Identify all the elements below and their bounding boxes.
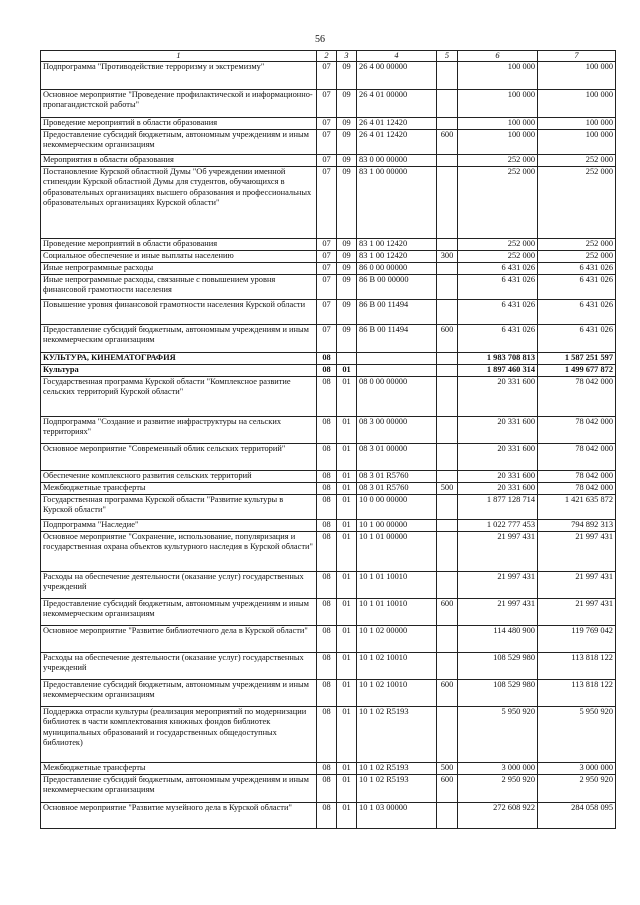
table-row (41, 300, 616, 325)
row-name-cell: Проведение мероприятий в области образования (41, 118, 317, 130)
row-subsection-cell: 09 (337, 300, 357, 325)
header-cell: 6 (458, 51, 538, 62)
row-amount-year1-cell: 20 331 600 (458, 377, 538, 417)
row-name-cell: Межбюджетные трансферты (41, 763, 317, 775)
row-name-cell: Основное мероприятие "Сохранение, использование, популяризация и государственная охрана объектов культурного наследия в Курской области" (41, 532, 317, 572)
row-amount-year1-cell: 1 983 708 813 (458, 353, 538, 365)
row-name-cell: Расходы на обеспечение деятельности (оказание услуг) государственных учреждений (41, 572, 317, 599)
row-expense-type-cell (437, 803, 458, 829)
row-target-article-cell: 10 0 00 00000 (357, 495, 437, 520)
row-subsection-cell: 09 (337, 251, 357, 263)
row-expense-type-cell (437, 495, 458, 520)
row-amount-year2-cell: 21 997 431 (538, 532, 616, 572)
row-expense-type-cell: 500 (437, 483, 458, 495)
row-amount-year1-cell: 100 000 (458, 90, 538, 118)
row-section-cell: 07 (317, 300, 337, 325)
table-row (41, 353, 616, 365)
page-number: 56 (315, 34, 325, 45)
row-amount-year2-cell: 6 431 026 (538, 300, 616, 325)
row-section-cell: 08 (317, 626, 337, 653)
row-amount-year2-cell: 21 997 431 (538, 572, 616, 599)
row-target-article-cell: 10 1 01 10010 (357, 572, 437, 599)
table-row (41, 325, 616, 353)
row-subsection-cell: 01 (337, 626, 357, 653)
row-name-cell: Предоставление субсидий бюджетным, автономным учреждениям и иным некоммерческим организациям (41, 130, 317, 155)
row-expense-type-cell (437, 572, 458, 599)
row-expense-type-cell (437, 532, 458, 572)
row-section-cell: 07 (317, 239, 337, 251)
row-name-cell: Предоставление субсидий бюджетным, автономным учреждениям и иным некоммерческим организациям (41, 775, 317, 803)
row-expense-type-cell: 300 (437, 251, 458, 263)
row-amount-year1-cell: 21 997 431 (458, 532, 538, 572)
row-section-cell: 07 (317, 118, 337, 130)
row-target-article-cell: 86 В 00 11494 (357, 300, 437, 325)
row-expense-type-cell (437, 377, 458, 417)
row-expense-type-cell (437, 520, 458, 532)
row-target-article-cell: 83 1 00 12420 (357, 251, 437, 263)
row-amount-year2-cell: 284 058 095 (538, 803, 616, 829)
row-amount-year2-cell: 21 997 431 (538, 599, 616, 626)
row-target-article-cell (357, 365, 437, 377)
row-name-cell: Основное мероприятие "Развитие библиотечного дела в Курской области" (41, 626, 317, 653)
header-cell: 5 (437, 51, 458, 62)
header-cell: 3 (337, 51, 357, 62)
table-row (41, 471, 616, 483)
row-expense-type-cell (437, 300, 458, 325)
row-section-cell: 07 (317, 155, 337, 167)
row-amount-year2-cell: 252 000 (538, 251, 616, 263)
row-name-cell: Предоставление субсидий бюджетным, автономным учреждениям и иным некоммерческим организациям (41, 599, 317, 626)
table-row (41, 263, 616, 275)
row-expense-type-cell (437, 626, 458, 653)
row-amount-year1-cell: 3 000 000 (458, 763, 538, 775)
row-target-article-cell: 10 1 02 00000 (357, 626, 437, 653)
row-amount-year2-cell: 113 818 122 (538, 680, 616, 707)
table-row (41, 707, 616, 763)
header-cell: 1 (41, 51, 317, 62)
row-target-article-cell: 10 1 01 00000 (357, 532, 437, 572)
row-amount-year1-cell: 6 431 026 (458, 263, 538, 275)
row-section-cell: 08 (317, 599, 337, 626)
table-row (41, 495, 616, 520)
row-target-article-cell: 08 3 01 R5760 (357, 483, 437, 495)
row-target-article-cell: 86 0 00 00000 (357, 263, 437, 275)
row-section-cell: 07 (317, 130, 337, 155)
row-section-cell: 08 (317, 377, 337, 417)
table-row (41, 653, 616, 680)
row-subsection-cell: 01 (337, 680, 357, 707)
budget-table (40, 50, 616, 829)
row-amount-year1-cell: 252 000 (458, 155, 538, 167)
row-expense-type-cell: 500 (437, 763, 458, 775)
row-target-article-cell: 08 3 00 00000 (357, 417, 437, 444)
row-expense-type-cell (437, 62, 458, 90)
row-subsection-cell: 01 (337, 653, 357, 680)
table-row (41, 130, 616, 155)
row-amount-year2-cell: 1 587 251 597 (538, 353, 616, 365)
row-name-cell: Государственная программа Курской области "Комплексное развитие сельских территорий Курской области" (41, 377, 317, 417)
row-amount-year2-cell: 113 818 122 (538, 653, 616, 680)
row-section-cell: 08 (317, 775, 337, 803)
table-header-row (41, 51, 616, 62)
row-amount-year1-cell: 114 480 900 (458, 626, 538, 653)
header-cell: 4 (357, 51, 437, 62)
row-section-cell: 08 (317, 471, 337, 483)
row-subsection-cell: 01 (337, 532, 357, 572)
row-name-cell: Расходы на обеспечение деятельности (оказание услуг) государственных учреждений (41, 653, 317, 680)
row-amount-year2-cell: 252 000 (538, 155, 616, 167)
row-expense-type-cell: 600 (437, 680, 458, 707)
header-cell: 7 (538, 51, 616, 62)
row-amount-year1-cell: 6 431 026 (458, 325, 538, 353)
row-name-cell: Постановление Курской областной Думы "Об учреждении именной стипендии Курской областной Думы для студентов, обучающихся в образовательных организациях высшего образования и профессиональных образовательных организациях Курской области" (41, 167, 317, 239)
row-target-article-cell: 26 4 00 00000 (357, 62, 437, 90)
row-expense-type-cell (437, 365, 458, 377)
row-target-article-cell: 10 1 00 00000 (357, 520, 437, 532)
row-name-cell: Мероприятия в области образования (41, 155, 317, 167)
row-target-article-cell: 08 3 01 00000 (357, 444, 437, 471)
row-name-cell: Основное мероприятие "Развитие музейного дела в Курской области" (41, 803, 317, 829)
row-amount-year2-cell: 78 042 000 (538, 471, 616, 483)
row-amount-year1-cell: 1 897 460 314 (458, 365, 538, 377)
row-amount-year2-cell: 100 000 (538, 118, 616, 130)
row-amount-year1-cell: 21 997 431 (458, 599, 538, 626)
table-row (41, 251, 616, 263)
row-subsection-cell: 01 (337, 471, 357, 483)
row-name-cell: Основное мероприятие "Современный облик сельских территорий" (41, 444, 317, 471)
table-row (41, 62, 616, 90)
row-subsection-cell: 01 (337, 377, 357, 417)
row-amount-year1-cell: 5 950 920 (458, 707, 538, 763)
row-amount-year2-cell: 78 042 000 (538, 377, 616, 417)
row-amount-year1-cell: 252 000 (458, 239, 538, 251)
row-expense-type-cell: 600 (437, 325, 458, 353)
row-name-cell: Иные непрограммные расходы, связанные с повышением уровня финансовой грамотности населения (41, 275, 317, 300)
row-target-article-cell: 10 1 02 R5193 (357, 775, 437, 803)
row-expense-type-cell (437, 275, 458, 300)
row-target-article-cell (357, 353, 437, 365)
row-amount-year2-cell: 1 499 677 872 (538, 365, 616, 377)
table-row (41, 444, 616, 471)
row-amount-year1-cell: 252 000 (458, 167, 538, 239)
table-row (41, 483, 616, 495)
row-section-cell: 08 (317, 365, 337, 377)
row-section-cell: 08 (317, 532, 337, 572)
row-expense-type-cell: 600 (437, 130, 458, 155)
table-row (41, 365, 616, 377)
table-row (41, 599, 616, 626)
row-section-cell: 08 (317, 495, 337, 520)
row-name-cell: Предоставление субсидий бюджетным, автономным учреждениям и иным некоммерческим организациям (41, 680, 317, 707)
row-subsection-cell: 09 (337, 275, 357, 300)
row-section-cell: 08 (317, 803, 337, 829)
row-expense-type-cell (437, 444, 458, 471)
table-row (41, 520, 616, 532)
row-amount-year1-cell: 21 997 431 (458, 572, 538, 599)
table-row (41, 118, 616, 130)
row-amount-year1-cell: 6 431 026 (458, 300, 538, 325)
row-amount-year1-cell: 108 529 980 (458, 653, 538, 680)
row-name-cell: Основное мероприятие "Проведение профилактической и информационно-пропагандистской работы" (41, 90, 317, 118)
row-section-cell: 07 (317, 167, 337, 239)
row-amount-year2-cell: 252 000 (538, 167, 616, 239)
row-target-article-cell: 26 4 01 00000 (357, 90, 437, 118)
row-subsection-cell: 01 (337, 763, 357, 775)
row-name-cell: КУЛЬТУРА, КИНЕМАТОГРАФИЯ (41, 353, 317, 365)
row-name-cell: Поддержка отрасли культуры (реализация мероприятий по модернизации библиотек в части комплектования книжных фондов библиотек муниципальных образований и государственных общедоступных библиотек) (41, 707, 317, 763)
row-section-cell: 08 (317, 653, 337, 680)
row-section-cell: 07 (317, 62, 337, 90)
row-subsection-cell: 01 (337, 495, 357, 520)
row-amount-year2-cell: 119 769 042 (538, 626, 616, 653)
row-amount-year2-cell: 1 421 635 872 (538, 495, 616, 520)
row-section-cell: 08 (317, 763, 337, 775)
table-row (41, 680, 616, 707)
row-amount-year1-cell: 108 529 980 (458, 680, 538, 707)
table-row (41, 275, 616, 300)
row-subsection-cell: 01 (337, 520, 357, 532)
table-row (41, 763, 616, 775)
table-row (41, 803, 616, 829)
row-section-cell: 08 (317, 707, 337, 763)
row-name-cell: Подпрограмма "Наследие" (41, 520, 317, 532)
row-amount-year2-cell: 100 000 (538, 90, 616, 118)
row-target-article-cell: 10 1 02 R5193 (357, 763, 437, 775)
row-expense-type-cell (437, 353, 458, 365)
row-target-article-cell: 26 4 01 12420 (357, 118, 437, 130)
row-section-cell: 08 (317, 520, 337, 532)
row-section-cell: 07 (317, 90, 337, 118)
row-amount-year1-cell: 252 000 (458, 251, 538, 263)
row-amount-year1-cell: 2 950 920 (458, 775, 538, 803)
row-amount-year1-cell: 272 608 922 (458, 803, 538, 829)
row-section-cell: 07 (317, 275, 337, 300)
row-name-cell: Государственная программа Курской области "Развитие культуры в Курской области" (41, 495, 317, 520)
row-subsection-cell: 01 (337, 417, 357, 444)
table-row (41, 532, 616, 572)
row-name-cell: Обеспечение комплексного развития сельских территорий (41, 471, 317, 483)
row-target-article-cell: 10 1 02 R5193 (357, 707, 437, 763)
row-amount-year2-cell: 78 042 000 (538, 483, 616, 495)
table-row (41, 626, 616, 653)
row-subsection-cell: 09 (337, 263, 357, 275)
row-amount-year2-cell: 794 892 313 (538, 520, 616, 532)
row-subsection-cell: 09 (337, 155, 357, 167)
row-subsection-cell: 01 (337, 483, 357, 495)
row-expense-type-cell (437, 155, 458, 167)
row-subsection-cell: 01 (337, 707, 357, 763)
row-amount-year1-cell: 20 331 600 (458, 444, 538, 471)
row-amount-year1-cell: 1 022 777 453 (458, 520, 538, 532)
row-amount-year1-cell: 20 331 600 (458, 483, 538, 495)
row-expense-type-cell (437, 417, 458, 444)
table-row (41, 155, 616, 167)
table-row (41, 90, 616, 118)
row-subsection-cell: 09 (337, 130, 357, 155)
row-amount-year2-cell: 78 042 000 (538, 444, 616, 471)
row-subsection-cell: 09 (337, 90, 357, 118)
row-target-article-cell: 08 3 01 R5760 (357, 471, 437, 483)
row-subsection-cell: 09 (337, 239, 357, 251)
row-section-cell: 07 (317, 325, 337, 353)
row-section-cell: 08 (317, 353, 337, 365)
row-amount-year2-cell: 6 431 026 (538, 275, 616, 300)
row-target-article-cell: 26 4 01 12420 (357, 130, 437, 155)
row-section-cell: 08 (317, 572, 337, 599)
row-amount-year2-cell: 5 950 920 (538, 707, 616, 763)
row-name-cell: Межбюджетные трансферты (41, 483, 317, 495)
row-target-article-cell: 83 0 00 00000 (357, 155, 437, 167)
row-subsection-cell: 01 (337, 444, 357, 471)
row-target-article-cell: 86 В 00 00000 (357, 275, 437, 300)
row-section-cell: 07 (317, 263, 337, 275)
row-section-cell: 07 (317, 251, 337, 263)
row-section-cell: 08 (317, 417, 337, 444)
row-amount-year1-cell: 100 000 (458, 118, 538, 130)
row-amount-year2-cell: 252 000 (538, 239, 616, 251)
table-row (41, 239, 616, 251)
row-expense-type-cell (437, 90, 458, 118)
row-target-article-cell: 83 1 00 12420 (357, 239, 437, 251)
row-expense-type-cell (437, 118, 458, 130)
row-amount-year1-cell: 100 000 (458, 130, 538, 155)
row-name-cell: Подпрограмма "Создание и развитие инфраструктуры на сельских территориях" (41, 417, 317, 444)
row-amount-year1-cell: 6 431 026 (458, 275, 538, 300)
row-section-cell: 08 (317, 483, 337, 495)
row-target-article-cell: 10 1 02 10010 (357, 653, 437, 680)
row-name-cell: Культура (41, 365, 317, 377)
row-subsection-cell: 01 (337, 775, 357, 803)
row-amount-year1-cell: 20 331 600 (458, 471, 538, 483)
row-expense-type-cell (437, 653, 458, 680)
row-amount-year1-cell: 20 331 600 (458, 417, 538, 444)
row-expense-type-cell (437, 471, 458, 483)
row-name-cell: Предоставление субсидий бюджетным, автономным учреждениям и иным некоммерческим организациям (41, 325, 317, 353)
row-subsection-cell (337, 353, 357, 365)
row-name-cell: Повышение уровня финансовой грамотности населения Курской области (41, 300, 317, 325)
row-amount-year2-cell: 6 431 026 (538, 325, 616, 353)
row-amount-year1-cell: 100 000 (458, 62, 538, 90)
row-subsection-cell: 01 (337, 365, 357, 377)
row-name-cell: Социальное обеспечение и иные выплаты населению (41, 251, 317, 263)
row-amount-year2-cell: 78 042 000 (538, 417, 616, 444)
table-row (41, 377, 616, 417)
row-amount-year2-cell: 100 000 (538, 62, 616, 90)
table-row (41, 572, 616, 599)
row-section-cell: 08 (317, 444, 337, 471)
row-subsection-cell: 01 (337, 572, 357, 599)
row-expense-type-cell: 600 (437, 775, 458, 803)
row-expense-type-cell: 600 (437, 599, 458, 626)
header-cell: 2 (317, 51, 337, 62)
table-row (41, 775, 616, 803)
row-subsection-cell: 09 (337, 167, 357, 239)
row-expense-type-cell (437, 263, 458, 275)
row-amount-year2-cell: 100 000 (538, 130, 616, 155)
row-expense-type-cell (437, 167, 458, 239)
row-subsection-cell: 09 (337, 62, 357, 90)
row-subsection-cell: 09 (337, 325, 357, 353)
row-target-article-cell: 83 1 00 00000 (357, 167, 437, 239)
row-amount-year2-cell: 6 431 026 (538, 263, 616, 275)
row-amount-year2-cell: 2 950 920 (538, 775, 616, 803)
row-subsection-cell: 01 (337, 599, 357, 626)
table-row (41, 167, 616, 239)
row-target-article-cell: 10 1 01 10010 (357, 599, 437, 626)
row-subsection-cell: 01 (337, 803, 357, 829)
row-target-article-cell: 08 0 00 00000 (357, 377, 437, 417)
row-amount-year2-cell: 3 000 000 (538, 763, 616, 775)
row-section-cell: 08 (317, 680, 337, 707)
row-amount-year1-cell: 1 877 128 714 (458, 495, 538, 520)
row-expense-type-cell (437, 707, 458, 763)
row-name-cell: Проведение мероприятий в области образования (41, 239, 317, 251)
row-name-cell: Иные непрограммные расходы (41, 263, 317, 275)
table-row (41, 417, 616, 444)
row-target-article-cell: 10 1 03 00000 (357, 803, 437, 829)
row-subsection-cell: 09 (337, 118, 357, 130)
row-expense-type-cell (437, 239, 458, 251)
row-target-article-cell: 10 1 02 10010 (357, 680, 437, 707)
row-target-article-cell: 86 В 00 11494 (357, 325, 437, 353)
row-name-cell: Подпрограмма "Противодействие терроризму и экстремизму" (41, 62, 317, 90)
